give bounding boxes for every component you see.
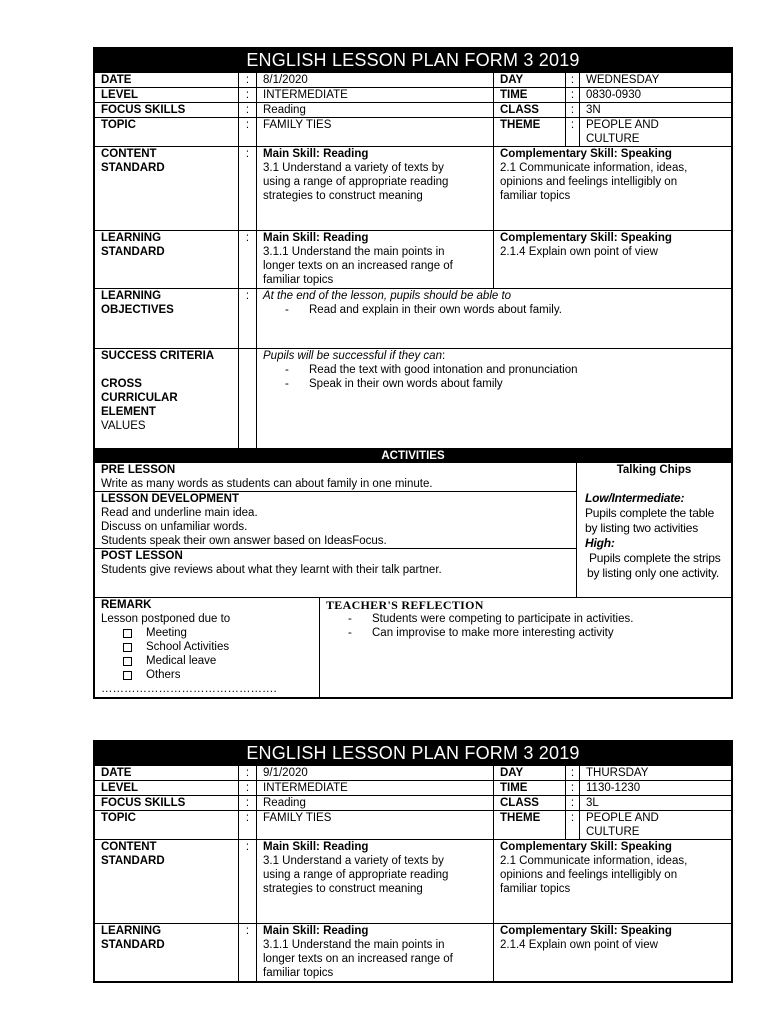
dash: -	[348, 613, 352, 625]
level-value: INTERMEDIATE	[257, 88, 494, 103]
success-criteria	[257, 349, 732, 449]
dash: -	[285, 364, 289, 376]
success-item	[263, 363, 725, 377]
time-label: TIME	[494, 88, 566, 103]
topic-label: TOPIC	[95, 811, 239, 840]
colon: :	[239, 781, 257, 796]
colon: :	[566, 73, 580, 88]
colon: :	[239, 88, 257, 103]
content-standard-label	[95, 840, 239, 924]
text-line: familiar topics	[263, 274, 334, 286]
label-line: STANDARD	[101, 855, 165, 867]
lesson-development	[95, 492, 576, 549]
checkbox-icon[interactable]	[123, 671, 132, 680]
activities-header: ACTIVITIES	[94, 449, 732, 463]
topic-value: FAMILY TIES	[257, 118, 494, 147]
focus-skills-value: Reading	[257, 103, 494, 118]
learning-main-skill	[257, 231, 494, 289]
activities-table	[94, 463, 732, 597]
option-label: Meeting	[146, 627, 187, 639]
text-line: 3.1.1 Understand the main points in	[263, 939, 445, 951]
remark-option-others[interactable]	[101, 668, 313, 682]
lesson-plan-2	[93, 740, 733, 983]
label-line: STANDARD	[101, 939, 165, 951]
pre-lesson-text: Write as many words as students can about family in one minute.	[101, 478, 433, 490]
theme-line: PEOPLE AND	[586, 119, 659, 131]
label-line: STANDARD	[101, 162, 165, 174]
colon: :	[566, 811, 580, 840]
talking-chips-title: Talking Chips	[616, 464, 692, 476]
dash: -	[348, 627, 352, 639]
text-line: using a range of appropriate reading	[263, 869, 449, 881]
colon: :	[441, 350, 446, 362]
plan-header-table	[94, 765, 732, 982]
label-line: CONTENT	[101, 841, 157, 853]
complementary-skill-title: Complementary Skill: Speaking	[500, 925, 672, 937]
colon: :	[239, 147, 257, 231]
topic-label: TOPIC	[95, 118, 239, 147]
colon: :	[566, 88, 580, 103]
talking-chips	[577, 463, 732, 597]
topic-value: FAMILY TIES	[257, 811, 494, 840]
success-text: Speak in their own words about family	[309, 378, 503, 390]
label-line: OBJECTIVES	[101, 304, 174, 316]
low-intermediate-label: Low/Intermediate:	[585, 491, 685, 505]
dash: -	[285, 378, 289, 390]
main-skill-title: Main Skill: Reading	[263, 232, 369, 244]
reflection-text: Can improvise to make more interesting activity	[372, 627, 614, 639]
theme-value	[580, 118, 732, 147]
time-value: 1130-1230	[580, 781, 732, 796]
colon: :	[239, 766, 257, 781]
reflection-item	[326, 626, 725, 640]
content-standard-label	[95, 147, 239, 231]
main-skill-title: Main Skill: Reading	[263, 925, 369, 937]
text-line: Pupils complete the strips	[589, 551, 721, 565]
colon: :	[239, 289, 257, 349]
date-value: 9/1/2020	[257, 766, 494, 781]
teacher-reflection-label: TEACHER'S REFLECTION	[326, 598, 484, 612]
text-line: familiar topics	[500, 190, 571, 202]
post-lesson	[95, 549, 576, 597]
label-line: SUCCESS CRITERIA	[101, 350, 215, 362]
complementary-skill-title: Complementary Skill: Speaking	[500, 148, 672, 160]
label-line: CURRICULAR	[101, 392, 178, 404]
lesson-plan-1	[93, 47, 733, 699]
colon: :	[239, 73, 257, 88]
theme-line: PEOPLE AND	[586, 812, 659, 824]
date-value: 8/1/2020	[257, 73, 494, 88]
success-text: Read the text with good intonation and pronunciation	[309, 364, 578, 376]
level-value: INTERMEDIATE	[257, 781, 494, 796]
text-line: 2.1.4 Explain own point of view	[500, 246, 658, 258]
plan-header-table	[94, 72, 732, 449]
success-criteria-label	[95, 349, 239, 449]
label-line: LEARNING	[101, 232, 162, 244]
colon: :	[239, 811, 257, 840]
reflection-item	[326, 612, 725, 626]
learning-main-skill	[257, 924, 494, 982]
colon: :	[239, 118, 257, 147]
text-line: 2.1 Communicate information, ideas,	[500, 855, 688, 867]
learning-complementary-skill	[494, 231, 732, 289]
success-intro	[263, 349, 725, 363]
learning-standard-label	[95, 924, 239, 982]
learning-complementary-skill	[494, 924, 732, 982]
post-lesson-text: Students give reviews about what they learnt with their talk partner.	[101, 564, 442, 576]
content-complementary-skill	[494, 840, 732, 924]
objectives-intro: At the end of the lesson, pupils should be able to	[263, 290, 512, 302]
focus-skills-label: FOCUS SKILLS	[95, 103, 239, 118]
remark-label: REMARK	[101, 599, 152, 611]
level-label: LEVEL	[95, 88, 239, 103]
lesson-development-label: LESSON DEVELOPMENT	[101, 493, 240, 505]
colon: :	[566, 766, 580, 781]
text-line: Pupils complete the table	[585, 506, 715, 520]
remark-dots: ……………………………………….	[101, 683, 277, 695]
text-line: 3.1 Understand a variety of texts by	[263, 855, 444, 867]
remark-option-medical-leave[interactable]	[101, 654, 313, 668]
complementary-skill-title: Complementary Skill: Speaking	[500, 232, 672, 244]
text-line: 3.1 Understand a variety of texts by	[263, 162, 444, 174]
time-value: 0830-0930	[580, 88, 732, 103]
remark-option-school-activities[interactable]	[101, 640, 313, 654]
learning-objectives-label	[95, 289, 239, 349]
class-label: CLASS	[494, 796, 566, 811]
text-line: 2.1 Communicate information, ideas,	[500, 162, 688, 174]
theme-label: THEME	[494, 811, 566, 840]
focus-skills-label: FOCUS SKILLS	[95, 796, 239, 811]
text-line: Students speak their own answer based on IdeasFocus.	[101, 535, 387, 547]
theme-value	[580, 811, 732, 840]
plan-title: ENGLISH LESSON PLAN FORM 3 2019	[94, 48, 732, 72]
text-line: using a range of appropriate reading	[263, 176, 449, 188]
text-line: strategies to construct meaning	[263, 190, 423, 202]
main-skill-title: Main Skill: Reading	[263, 148, 369, 160]
focus-skills-value: Reading	[257, 796, 494, 811]
checkbox-icon[interactable]	[123, 629, 132, 638]
label-line: LEARNING	[101, 925, 162, 937]
colon-cell	[239, 349, 257, 449]
text-line: by listing only one activity.	[587, 566, 720, 580]
label-line: ELEMENT	[101, 406, 156, 418]
remark-section	[95, 598, 320, 698]
dash: -	[285, 304, 289, 316]
checkbox-icon[interactable]	[123, 643, 132, 652]
day-value: THURSDAY	[580, 766, 732, 781]
colon: :	[566, 118, 580, 147]
objective-item	[263, 303, 725, 317]
activities-steps	[95, 463, 577, 597]
text-line: familiar topics	[263, 967, 334, 979]
success-intro-text: Pupils will be successful if they can	[263, 350, 442, 362]
time-label: TIME	[494, 781, 566, 796]
checkbox-icon[interactable]	[123, 657, 132, 666]
success-item	[263, 377, 725, 391]
level-label: LEVEL	[95, 781, 239, 796]
day-label: DAY	[494, 73, 566, 88]
plan-title: ENGLISH LESSON PLAN FORM 3 2019	[94, 741, 732, 765]
option-label: Others	[146, 669, 181, 681]
label-line: STANDARD	[101, 246, 165, 258]
text-line: longer texts on an increased range of	[263, 953, 453, 965]
day-label: DAY	[494, 766, 566, 781]
date-label: DATE	[95, 73, 239, 88]
text-line: Read and underline main idea.	[101, 507, 258, 519]
option-label: Medical leave	[146, 655, 217, 667]
main-skill-title: Main Skill: Reading	[263, 841, 369, 853]
remark-intro: Lesson postponed due to	[101, 613, 231, 625]
post-lesson-label: POST LESSON	[101, 550, 183, 562]
theme-line: CULTURE	[586, 826, 640, 838]
content-main-skill	[257, 147, 494, 231]
colon: :	[566, 796, 580, 811]
text-line: opinions and feelings intelligibly on	[500, 869, 678, 881]
text-line: 3.1.1 Understand the main points in	[263, 246, 445, 258]
text-line: 2.1.4 Explain own point of view	[500, 939, 658, 951]
learning-standard-label	[95, 231, 239, 289]
label-line: CONTENT	[101, 148, 157, 160]
class-value: 3L	[580, 796, 732, 811]
colon: :	[239, 231, 257, 289]
remark-option-meeting[interactable]	[101, 626, 313, 640]
class-value: 3N	[580, 103, 732, 118]
objective-text: Read and explain in their own words about family.	[309, 304, 562, 316]
colon: :	[566, 103, 580, 118]
date-label: DATE	[95, 766, 239, 781]
text-line: strategies to construct meaning	[263, 883, 423, 895]
colon: :	[566, 781, 580, 796]
teacher-reflection	[320, 598, 732, 698]
colon: :	[239, 103, 257, 118]
colon: :	[239, 924, 257, 982]
text-line: longer texts on an increased range of	[263, 260, 453, 272]
high-label: High:	[585, 536, 615, 550]
option-label: School Activities	[146, 641, 230, 653]
text-line: by listing two activities	[585, 521, 699, 535]
class-label: CLASS	[494, 103, 566, 118]
complementary-skill-title: Complementary Skill: Speaking	[500, 841, 672, 853]
reflection-text: Students were competing to participate in activities.	[372, 613, 634, 625]
colon: :	[239, 840, 257, 924]
text-line: Discuss on unfamiliar words.	[101, 521, 248, 533]
label-line: CROSS	[101, 378, 142, 390]
colon: :	[239, 796, 257, 811]
pre-lesson	[95, 463, 576, 492]
theme-label: THEME	[494, 118, 566, 147]
remark-table	[94, 597, 732, 698]
pre-lesson-label: PRE LESSON	[101, 464, 176, 476]
label-line: LEARNING	[101, 290, 162, 302]
day-value: WEDNESDAY	[580, 73, 732, 88]
content-complementary-skill	[494, 147, 732, 231]
values-label: VALUES	[101, 420, 146, 432]
content-main-skill	[257, 840, 494, 924]
text-line: opinions and feelings intelligibly on	[500, 176, 678, 188]
theme-line: CULTURE	[586, 133, 640, 145]
learning-objectives	[257, 289, 732, 349]
text-line: familiar topics	[500, 883, 571, 895]
